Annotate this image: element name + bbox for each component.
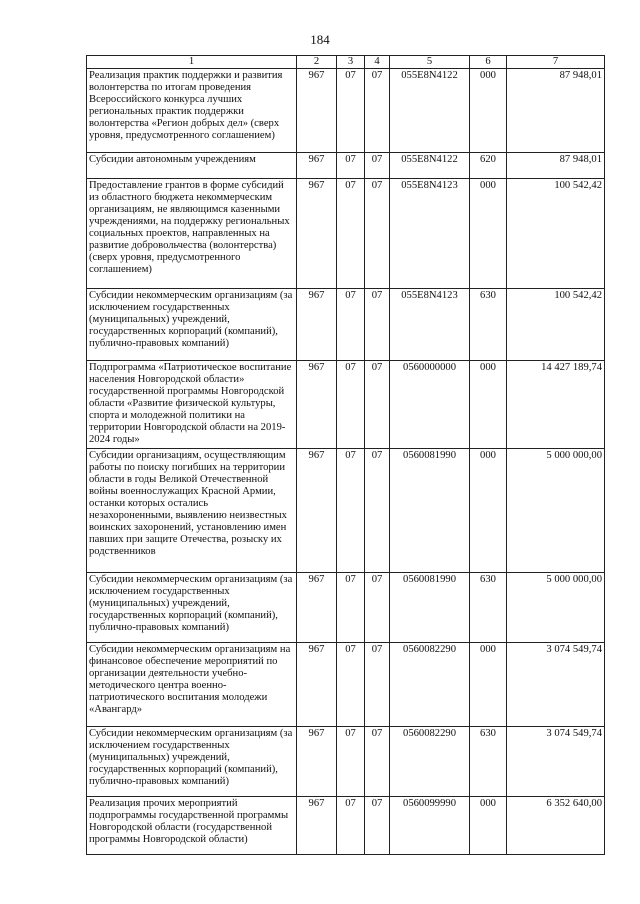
row-name: Субсидии некоммерческим организациям (за исключением государственных (муниципальных) учреждений, государственных корпораций (компаний), публично-правовых компаний) — [87, 573, 297, 643]
row-grbs: 967 — [297, 643, 337, 727]
row-grbs: 967 — [297, 179, 337, 289]
row-grbs: 967 — [297, 153, 337, 179]
row-subsection: 07 — [365, 797, 390, 855]
row-target-code: 0560082290 — [390, 643, 470, 727]
row-section: 07 — [337, 727, 365, 797]
row-expense-type: 620 — [470, 153, 507, 179]
row-expense-type: 000 — [470, 179, 507, 289]
row-expense-type: 000 — [470, 643, 507, 727]
row-target-code: 0560000000 — [390, 361, 470, 449]
row-amount: 3 074 549,74 — [507, 643, 605, 727]
row-expense-type: 630 — [470, 573, 507, 643]
row-target-code: 055E8N4123 — [390, 179, 470, 289]
row-expense-type: 000 — [470, 449, 507, 573]
row-name: Субсидии некоммерческим организациям на финансовое обеспечение мероприятий по организации деятельности учебно-методического центра военно-патриотического воспитания молодежи «Авангард» — [87, 643, 297, 727]
row-target-code: 055E8N4122 — [390, 69, 470, 153]
row-expense-type: 630 — [470, 727, 507, 797]
row-grbs: 967 — [297, 449, 337, 573]
row-subsection: 07 — [365, 727, 390, 797]
row-target-code: 055E8N4122 — [390, 153, 470, 179]
row-subsection: 07 — [365, 153, 390, 179]
row-amount: 87 948,01 — [507, 69, 605, 153]
table-row — [87, 797, 605, 855]
row-grbs: 967 — [297, 573, 337, 643]
table-row — [87, 361, 605, 449]
row-section: 07 — [337, 69, 365, 153]
row-grbs: 967 — [297, 361, 337, 449]
row-target-code: 0560081990 — [390, 449, 470, 573]
table-row — [87, 449, 605, 573]
table-row — [87, 179, 605, 289]
row-name: Субсидии некоммерческим организациям (за исключением государственных (муниципальных) учреждений, государственных корпораций (компаний), публично-правовых компаний) — [87, 727, 297, 797]
row-subsection: 07 — [365, 289, 390, 361]
row-target-code: 0560099990 — [390, 797, 470, 855]
row-name: Субсидии организациям, осуществляющим работы по поиску погибших на территории области в годы Великой Отечественной войны военнослужащих Красной Армии, останки которых остались незахороненными, выявлению неизвестных воинских захоронений, установлению имен павших при защите Отечества, розыску их родственников — [87, 449, 297, 573]
table-row — [87, 727, 605, 797]
row-amount: 3 074 549,74 — [507, 727, 605, 797]
row-grbs: 967 — [297, 727, 337, 797]
header-col-3: 3 — [337, 56, 365, 69]
row-subsection: 07 — [365, 69, 390, 153]
table-row — [87, 289, 605, 361]
header-col-2: 2 — [297, 56, 337, 69]
table-row — [87, 643, 605, 727]
row-name: Предоставление грантов в форме субсидий из областного бюджета некоммерческим организациям, не являющимся казенными учреждениями, на поддержку региональных социальных проектов, направленных на развитие добровольчества (волонтерства) (сверх уровня, предусмотренного соглашением) — [87, 179, 297, 289]
row-name: Субсидии автономным учреждениям — [87, 153, 297, 179]
header-col-5: 5 — [390, 56, 470, 69]
row-section: 07 — [337, 361, 365, 449]
row-subsection: 07 — [365, 573, 390, 643]
table-row — [87, 69, 605, 153]
budget-table — [86, 55, 605, 855]
row-grbs: 967 — [297, 69, 337, 153]
row-section: 07 — [337, 289, 365, 361]
page-number: 184 — [310, 32, 330, 47]
header-col-6: 6 — [470, 56, 507, 69]
row-target-code: 0560082290 — [390, 727, 470, 797]
row-expense-type: 630 — [470, 289, 507, 361]
row-name: Подпрограмма «Патриотическое воспитание населения Новгородской области» государственной программы Новгородской области «Развитие физической культуры, спорта и молодежной политики на территории Новгородской области на 2019-2024 годы» — [87, 361, 297, 449]
row-section: 07 — [337, 153, 365, 179]
row-amount: 100 542,42 — [507, 289, 605, 361]
row-amount: 100 542,42 — [507, 179, 605, 289]
row-subsection: 07 — [365, 179, 390, 289]
row-grbs: 967 — [297, 797, 337, 855]
table-header-row — [87, 56, 605, 69]
row-subsection: 07 — [365, 449, 390, 573]
table-row — [87, 573, 605, 643]
row-name: Реализация прочих мероприятий подпрограммы государственной программы Новгородской области (государственной программы Новгородской области) — [87, 797, 297, 855]
table-row — [87, 153, 605, 179]
row-amount: 87 948,01 — [507, 153, 605, 179]
row-amount: 14 427 189,74 — [507, 361, 605, 449]
row-amount: 5 000 000,00 — [507, 573, 605, 643]
header-col-7: 7 — [507, 56, 605, 69]
row-target-code: 055E8N4123 — [390, 289, 470, 361]
row-expense-type: 000 — [470, 69, 507, 153]
row-section: 07 — [337, 797, 365, 855]
row-section: 07 — [337, 449, 365, 573]
header-col-4: 4 — [365, 56, 390, 69]
row-subsection: 07 — [365, 643, 390, 727]
row-name: Реализация практик поддержки и развития волонтерства по итогам проведения Всероссийского конкурса лучших региональных практик поддержки волонтерства «Регион добрых дел» (сверх уровня, предусмотренного соглашением) — [87, 69, 297, 153]
row-name: Субсидии некоммерческим организациям (за исключением государственных (муниципальных) учреждений, государственных корпораций (компаний), публично-правовых компаний) — [87, 289, 297, 361]
row-target-code: 0560081990 — [390, 573, 470, 643]
row-amount: 5 000 000,00 — [507, 449, 605, 573]
row-subsection: 07 — [365, 361, 390, 449]
row-grbs: 967 — [297, 289, 337, 361]
header-col-1: 1 — [87, 56, 297, 69]
row-section: 07 — [337, 179, 365, 289]
row-section: 07 — [337, 573, 365, 643]
row-amount: 6 352 640,00 — [507, 797, 605, 855]
row-expense-type: 000 — [470, 797, 507, 855]
row-section: 07 — [337, 643, 365, 727]
row-expense-type: 000 — [470, 361, 507, 449]
